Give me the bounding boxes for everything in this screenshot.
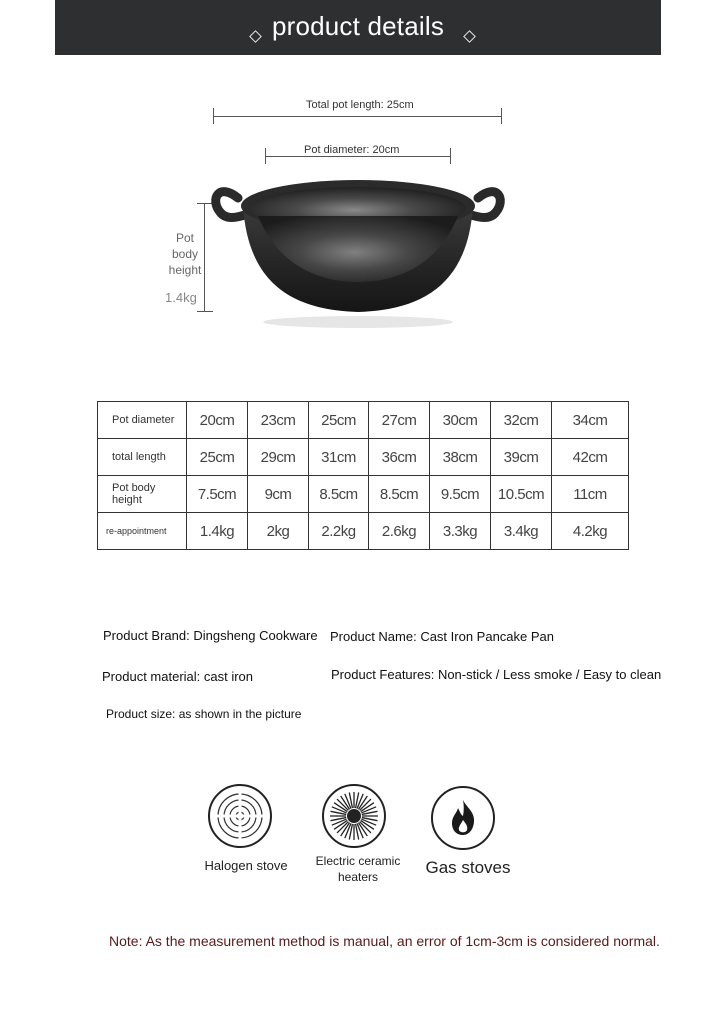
total-length-label: Total pot length: 25cm <box>303 99 417 111</box>
spec-table <box>97 401 629 550</box>
spec-row <box>98 476 629 513</box>
spec-row <box>98 402 629 439</box>
spec-cell: 7.5cm <box>187 476 248 513</box>
spec-cell: 38cm <box>430 439 491 476</box>
spec-row-label: re-appointment <box>98 513 187 550</box>
spec-cell: 1.4kg <box>187 513 248 550</box>
pot-illustration <box>208 170 508 330</box>
diameter-tick-right <box>450 148 451 164</box>
spec-cell: 31cm <box>309 439 369 476</box>
spec-cell: 32cm <box>491 402 552 439</box>
spec-cell: 20cm <box>187 402 248 439</box>
electric-ceramic-icon <box>322 784 386 848</box>
spec-cell: 8.5cm <box>309 476 369 513</box>
spec-cell: 9.5cm <box>430 476 491 513</box>
spec-cell: 39cm <box>491 439 552 476</box>
spec-row <box>98 439 629 476</box>
spec-cell: 4.2kg <box>552 513 629 550</box>
spec-cell: 30cm <box>430 402 491 439</box>
spec-row <box>98 513 629 550</box>
spec-cell: 36cm <box>369 439 430 476</box>
height-line <box>204 203 205 312</box>
spec-cell: 3.3kg <box>430 513 491 550</box>
halogen-stove-icon <box>208 784 272 848</box>
spec-cell: 29cm <box>248 439 309 476</box>
spec-cell: 25cm <box>309 402 369 439</box>
spec-cell: 27cm <box>369 402 430 439</box>
diameter-line <box>265 156 451 157</box>
spec-cell: 10.5cm <box>491 476 552 513</box>
spec-cell: 3.4kg <box>491 513 552 550</box>
spec-cell: 2.6kg <box>369 513 430 550</box>
spec-row-label: total length <box>98 439 187 476</box>
spec-row-label: Pot diameter <box>98 402 187 439</box>
product-brand: Product Brand: Dingsheng Cookware <box>103 628 318 643</box>
halogen-stove-label: Halogen stove <box>204 858 288 873</box>
product-size: Product size: as shown in the picture <box>106 707 302 721</box>
pot-weight-label: 1.4kg <box>165 290 197 305</box>
page-title: product details <box>271 11 445 41</box>
total-length-tick-left <box>213 108 214 124</box>
total-length-line <box>213 116 502 117</box>
product-name: Product Name: Cast Iron Pancake Pan <box>330 629 555 644</box>
total-length-tick-right <box>501 108 502 124</box>
spec-cell: 34cm <box>552 402 629 439</box>
diameter-label: Pot diameter: 20cm <box>301 144 402 156</box>
spec-cell: 42cm <box>552 439 629 476</box>
measurement-note: Note: As the measurement method is manual, an error of 1cm-3cm is considered normal. <box>109 933 660 949</box>
spec-cell: 8.5cm <box>369 476 430 513</box>
gas-flame-icon <box>431 786 495 850</box>
spec-cell: 9cm <box>248 476 309 513</box>
spec-cell: 2kg <box>248 513 309 550</box>
spec-cell: 23cm <box>248 402 309 439</box>
pot-body-height-label: Pot body height <box>168 231 202 277</box>
spec-row-label: Pot body height <box>98 476 187 513</box>
gas-stoves-label: Gas stoves <box>425 858 511 877</box>
header-banner <box>55 0 661 55</box>
spec-cell: 2.2kg <box>309 513 369 550</box>
electric-ceramic-label: Electric ceramic heaters <box>315 854 401 884</box>
diameter-tick-left <box>265 148 266 164</box>
spec-cell: 25cm <box>187 439 248 476</box>
product-material: Product material: cast iron <box>102 669 254 684</box>
spec-cell: 11cm <box>552 476 629 513</box>
product-features: Product Features: Non-stick / Less smoke / Easy to clean <box>331 667 662 682</box>
